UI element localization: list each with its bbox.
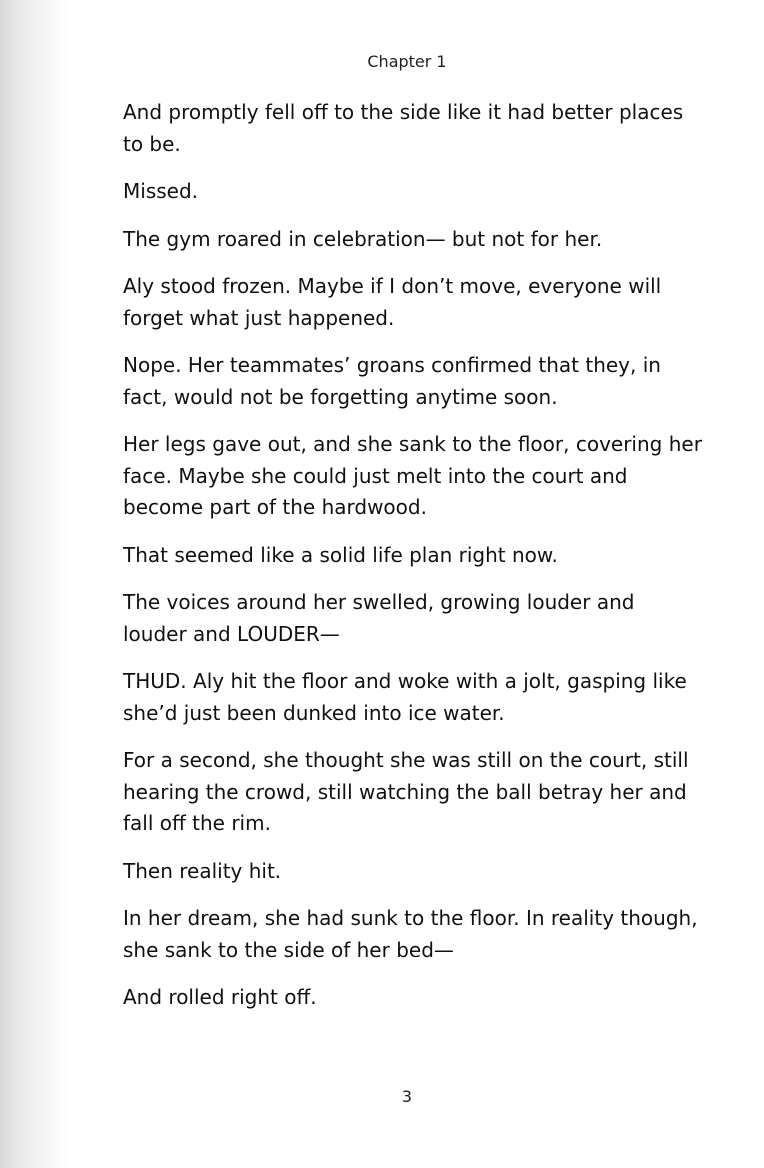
paragraph: Missed. xyxy=(123,179,199,203)
paragraph: Her legs gave out, and she sank to the floor, covering her face. Maybe she could just melt into the court and become part of the hardwood. xyxy=(123,432,702,519)
paragraph: And rolled right off. xyxy=(123,985,317,1009)
paragraph: That seemed like a solid life plan right now. xyxy=(123,542,558,567)
paragraph: Then reality hit. xyxy=(123,858,282,883)
paragraph: And promptly fell off to the side like it had better places to be. xyxy=(123,100,684,156)
page-number: 3 xyxy=(401,1087,413,1106)
paragraph: In her dream, she had sunk to the floor. In reality though, she sank to the side of her bed— xyxy=(123,906,698,962)
chapter-running-head: Chapter 1 xyxy=(367,52,447,71)
paragraph: For a second, she thought she was still on the court, still hearing the crowd, still watching the ball betray her and fall off the rim. xyxy=(123,748,689,835)
paragraph: Aly stood frozen. Maybe if I don’t move, everyone will forget what just happened. xyxy=(123,274,662,330)
chapter-body xyxy=(123,97,703,1030)
paragraph: Nope. Her teammates’ groans confirmed that they, in fact, would not be forgetting anytime soon. xyxy=(123,353,661,409)
spine-shadow xyxy=(0,0,70,1168)
paragraph: The voices around her swelled, growing louder and louder and LOUDER— xyxy=(123,590,635,646)
paragraph: THUD. Aly hit the floor and woke with a jolt, gasping like she’d just been dunked into ice water. xyxy=(123,669,687,725)
paragraph: The gym roared in celebration— but not for her. xyxy=(123,226,603,251)
